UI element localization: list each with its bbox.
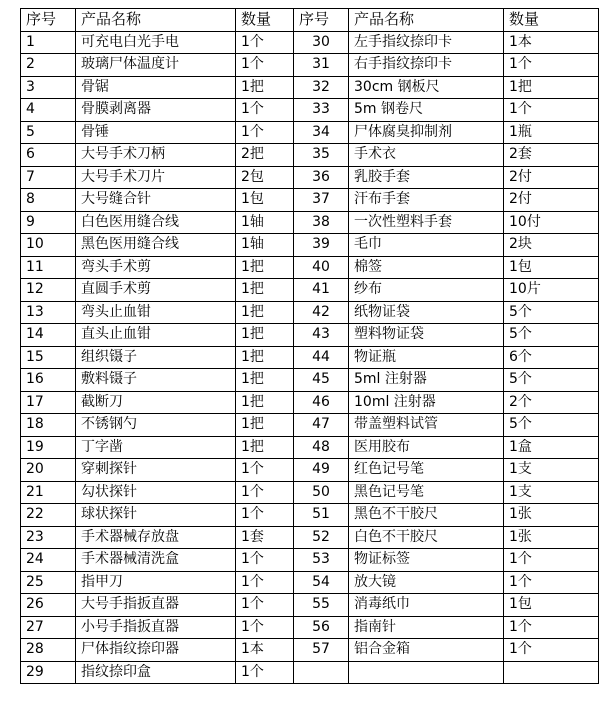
row-qty-right: 10付 [504,211,599,234]
row-name-left: 小号手指扳直器 [76,616,236,639]
row-qty-right: 2块 [504,234,599,257]
row-qty-right: 5个 [504,324,599,347]
row-name-right: 右手指纹捺印卡 [349,54,504,77]
row-name-left: 指甲刀 [76,571,236,594]
row-name-left: 骨膜剥离器 [76,99,236,122]
row-seq-right: 34 [294,121,349,144]
row-name-right: 带盖塑料试管 [349,414,504,437]
row-qty-left: 1把 [236,76,294,99]
row-qty-left: 1个 [236,661,294,684]
row-name-left: 丁字凿 [76,436,236,459]
row-qty-left: 1把 [236,346,294,369]
row-seq-left: 2 [21,54,76,77]
table-row [21,639,599,662]
row-qty-right: 1个 [504,54,599,77]
row-seq-left: 29 [21,661,76,684]
equipment-table [20,8,599,684]
row-name-left: 弯头止血钳 [76,301,236,324]
row-name-left: 指纹捺印盒 [76,661,236,684]
header-qty-left: 数量 [236,9,294,32]
table-row [21,549,599,572]
table-row [21,436,599,459]
table-row [21,526,599,549]
row-name-left: 大号缝合针 [76,189,236,212]
row-name-right: 物证瓶 [349,346,504,369]
table-row [21,256,599,279]
row-name-right: 尸体腐臭抑制剂 [349,121,504,144]
header-name-left: 产品名称 [76,9,236,32]
row-seq-left: 24 [21,549,76,572]
table-row [21,346,599,369]
row-name-left: 截断刀 [76,391,236,414]
table-row [21,324,599,347]
row-seq-right: 52 [294,526,349,549]
row-name-right: 铝合金箱 [349,639,504,662]
row-qty-right: 1支 [504,481,599,504]
row-seq-left: 10 [21,234,76,257]
table-row [21,144,599,167]
table-row [21,99,599,122]
row-name-left: 尸体指纹捺印器 [76,639,236,662]
row-qty-right: 2个 [504,391,599,414]
row-qty-left: 1本 [236,639,294,662]
row-qty-right: 6个 [504,346,599,369]
row-seq-right: 55 [294,594,349,617]
row-seq-left: 7 [21,166,76,189]
row-name-right: 30cm 钢板尺 [349,76,504,99]
row-seq-left: 21 [21,481,76,504]
row-qty-right: 1把 [504,76,599,99]
header-qty-right: 数量 [504,9,599,32]
row-qty-right: 1包 [504,256,599,279]
row-name-left: 不锈钢勺 [76,414,236,437]
row-seq-right: 45 [294,369,349,392]
row-qty-left: 1把 [236,324,294,347]
row-name-right: 汗布手套 [349,189,504,212]
row-seq-right: 48 [294,436,349,459]
row-seq-left: 12 [21,279,76,302]
row-seq-right: 31 [294,54,349,77]
row-seq-right: 57 [294,639,349,662]
row-seq-right: 43 [294,324,349,347]
row-seq-left: 23 [21,526,76,549]
row-qty-right: 1本 [504,31,599,54]
row-seq-left: 27 [21,616,76,639]
row-qty-left: 1轴 [236,234,294,257]
row-name-left: 敷料镊子 [76,369,236,392]
table-row [21,391,599,414]
row-seq-left: 17 [21,391,76,414]
row-name-left: 大号手术刀片 [76,166,236,189]
row-seq-right: 46 [294,391,349,414]
table-row [21,571,599,594]
table-row [21,189,599,212]
row-name-right: 纱布 [349,279,504,302]
row-seq-right: 36 [294,166,349,189]
row-seq-right: 38 [294,211,349,234]
row-seq-right: 39 [294,234,349,257]
row-name-left: 穿刺探针 [76,459,236,482]
row-name-right: 乳胶手套 [349,166,504,189]
row-name-right [349,661,504,684]
table-row [21,76,599,99]
row-qty-left: 1把 [236,369,294,392]
row-seq-left: 16 [21,369,76,392]
row-qty-right: 5个 [504,301,599,324]
row-seq-right: 30 [294,31,349,54]
table-row [21,481,599,504]
row-qty-right: 2付 [504,166,599,189]
header-name-right: 产品名称 [349,9,504,32]
row-seq-right [294,661,349,684]
row-name-right: 5m 钢卷尺 [349,99,504,122]
table-row [21,594,599,617]
table-body [21,31,599,684]
row-seq-right: 54 [294,571,349,594]
row-name-left: 骨锯 [76,76,236,99]
row-seq-left: 1 [21,31,76,54]
row-seq-right: 42 [294,301,349,324]
row-qty-left: 1个 [236,549,294,572]
table-row [21,234,599,257]
row-qty-left: 2把 [236,144,294,167]
row-seq-right: 56 [294,616,349,639]
row-seq-left: 3 [21,76,76,99]
row-qty-right: 10片 [504,279,599,302]
row-name-right: 10ml 注射器 [349,391,504,414]
row-qty-left: 1轴 [236,211,294,234]
row-seq-left: 28 [21,639,76,662]
table-row [21,121,599,144]
row-qty-right: 1个 [504,639,599,662]
row-qty-right: 1张 [504,526,599,549]
row-seq-right: 44 [294,346,349,369]
header-seq-left: 序号 [21,9,76,32]
row-qty-right: 1张 [504,504,599,527]
row-qty-left: 1套 [236,526,294,549]
row-qty-right: 1个 [504,616,599,639]
row-qty-left: 1个 [236,594,294,617]
row-qty-left: 1包 [236,189,294,212]
row-qty-right: 5个 [504,414,599,437]
table-row [21,166,599,189]
row-qty-right: 1个 [504,549,599,572]
row-name-right: 白色不干胶尺 [349,526,504,549]
row-qty-right: 5个 [504,369,599,392]
row-qty-left: 1个 [236,121,294,144]
row-name-left: 球状探针 [76,504,236,527]
row-name-right: 5ml 注射器 [349,369,504,392]
row-name-left: 直头止血钳 [76,324,236,347]
header-seq-right: 序号 [294,9,349,32]
row-qty-right: 1个 [504,571,599,594]
row-seq-left: 25 [21,571,76,594]
row-name-left: 玻璃尸体温度计 [76,54,236,77]
row-seq-right: 51 [294,504,349,527]
row-name-left: 手术器械存放盘 [76,526,236,549]
table-row [21,279,599,302]
row-seq-right: 53 [294,549,349,572]
header-row [21,9,599,32]
row-seq-right: 35 [294,144,349,167]
table-row [21,661,599,684]
table-row [21,211,599,234]
row-seq-left: 19 [21,436,76,459]
row-seq-right: 50 [294,481,349,504]
row-name-left: 白色医用缝合线 [76,211,236,234]
row-name-right: 黑色记号笔 [349,481,504,504]
row-seq-left: 15 [21,346,76,369]
row-qty-left: 1个 [236,504,294,527]
row-seq-left: 5 [21,121,76,144]
row-qty-right: 1包 [504,594,599,617]
row-qty-right: 1瓶 [504,121,599,144]
row-name-right: 物证标签 [349,549,504,572]
row-seq-left: 13 [21,301,76,324]
row-seq-left: 6 [21,144,76,167]
row-qty-left: 1把 [236,279,294,302]
row-seq-left: 9 [21,211,76,234]
row-name-left: 组织镊子 [76,346,236,369]
table-row [21,459,599,482]
row-seq-left: 26 [21,594,76,617]
row-name-left: 可充电白光手电 [76,31,236,54]
row-name-right: 棉签 [349,256,504,279]
row-qty-right: 1支 [504,459,599,482]
row-qty-left: 1把 [236,301,294,324]
row-seq-right: 49 [294,459,349,482]
row-qty-right: 2付 [504,189,599,212]
row-name-left: 直圆手术剪 [76,279,236,302]
table-row [21,414,599,437]
row-name-right: 黑色不干胶尺 [349,504,504,527]
row-qty-right: 1个 [504,99,599,122]
row-name-right: 纸物证袋 [349,301,504,324]
row-seq-right: 40 [294,256,349,279]
row-seq-left: 18 [21,414,76,437]
row-name-right: 指南针 [349,616,504,639]
row-name-right: 左手指纹捺印卡 [349,31,504,54]
table-row [21,616,599,639]
row-qty-left: 1把 [236,391,294,414]
table-row [21,504,599,527]
row-name-right: 放大镜 [349,571,504,594]
row-name-left: 骨锤 [76,121,236,144]
row-qty-left: 1个 [236,54,294,77]
row-qty-right [504,661,599,684]
row-qty-left: 1个 [236,99,294,122]
row-seq-left: 22 [21,504,76,527]
row-seq-right: 33 [294,99,349,122]
table-row [21,369,599,392]
row-name-left: 黑色医用缝合线 [76,234,236,257]
row-name-left: 勾状探针 [76,481,236,504]
row-name-right: 医用胶布 [349,436,504,459]
row-seq-right: 41 [294,279,349,302]
row-name-left: 大号手指扳直器 [76,594,236,617]
row-seq-right: 47 [294,414,349,437]
row-qty-left: 1把 [236,256,294,279]
row-qty-left: 1个 [236,616,294,639]
row-qty-left: 1把 [236,436,294,459]
row-name-left: 手术器械清洗盒 [76,549,236,572]
row-qty-left: 1个 [236,459,294,482]
row-name-right: 手术衣 [349,144,504,167]
row-qty-left: 1个 [236,571,294,594]
row-name-right: 毛巾 [349,234,504,257]
row-seq-left: 4 [21,99,76,122]
row-seq-left: 8 [21,189,76,212]
row-qty-right: 2套 [504,144,599,167]
row-qty-left: 1把 [236,414,294,437]
row-name-right: 红色记号笔 [349,459,504,482]
row-seq-left: 20 [21,459,76,482]
row-seq-right: 37 [294,189,349,212]
row-qty-left: 1个 [236,31,294,54]
row-name-left: 大号手术刀柄 [76,144,236,167]
row-seq-right: 32 [294,76,349,99]
row-seq-left: 14 [21,324,76,347]
table-row [21,54,599,77]
row-seq-left: 11 [21,256,76,279]
row-qty-left: 1个 [236,481,294,504]
row-name-left: 弯头手术剪 [76,256,236,279]
row-name-right: 一次性塑料手套 [349,211,504,234]
table-row [21,301,599,324]
row-name-right: 塑料物证袋 [349,324,504,347]
table-row [21,31,599,54]
row-name-right: 消毒纸巾 [349,594,504,617]
row-qty-left: 2包 [236,166,294,189]
row-qty-right: 1盒 [504,436,599,459]
